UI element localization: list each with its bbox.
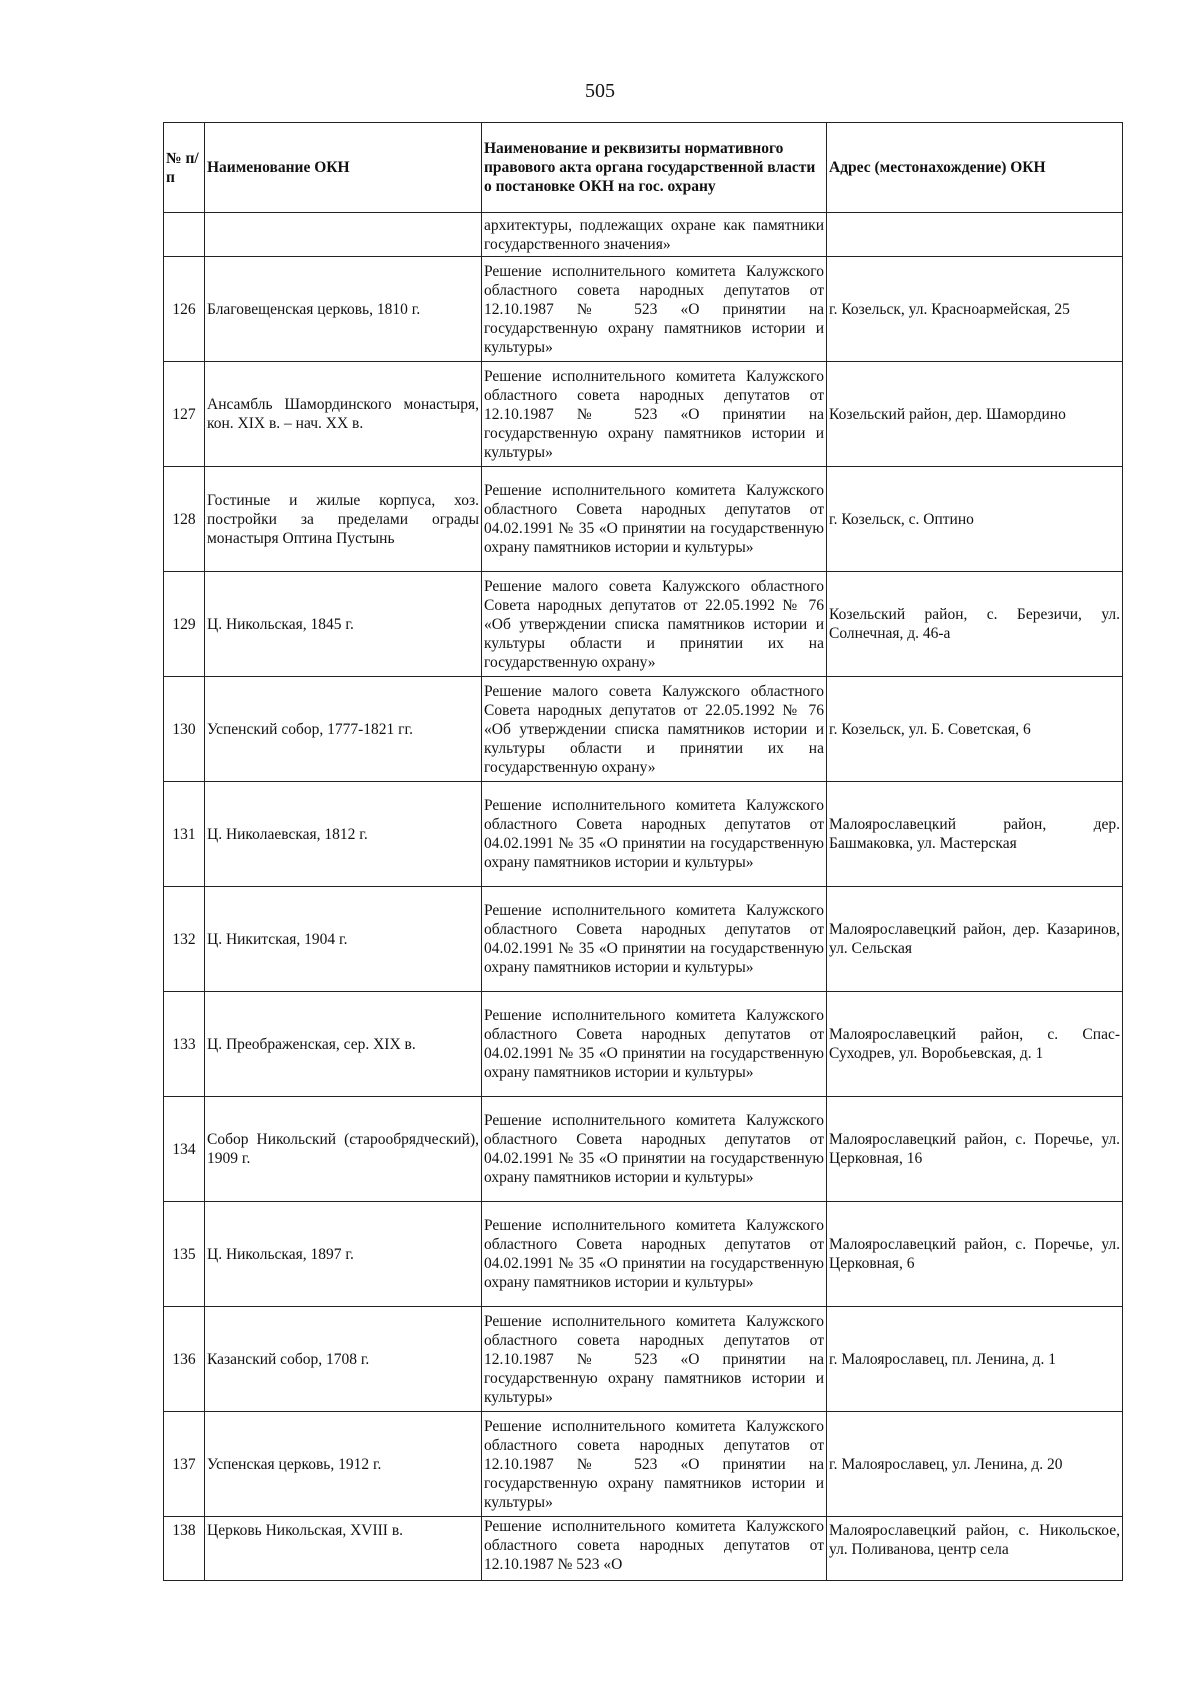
table-row bbox=[164, 1412, 1123, 1517]
cell-num: 127 bbox=[164, 362, 205, 467]
table-row bbox=[164, 467, 1123, 572]
cell-address: Малоярославецкий район, с. Никольское, ул. Поливанова, центр села bbox=[827, 1517, 1123, 1581]
header-act: Наименование и реквизиты нормативного правового акта органа государственной власти о постановке ОКН на гос. охрану bbox=[482, 123, 827, 213]
header-name: Наименование ОКН bbox=[205, 123, 482, 213]
cell-name: Ц. Николаевская, 1812 г. bbox=[205, 782, 482, 887]
cell-act: Решение малого совета Калужского областного Совета народных депутатов от 22.05.1992 № 76 «Об утверждении списка памятников истории и культуры области и принятии их на государственную охрану» bbox=[482, 677, 827, 782]
table-row bbox=[164, 572, 1123, 677]
table-row bbox=[164, 362, 1123, 467]
cell-act: архитектуры, подлежащих охране как памятники государственного значения» bbox=[482, 213, 827, 257]
cell-act: Решение исполнительного комитета Калужского областного Совета народных депутатов от 04.02.1991 № 35 «О принятии на государственную охрану памятников истории и культуры» bbox=[482, 992, 827, 1097]
table-header-row bbox=[164, 123, 1123, 213]
cell-address: Малоярославецкий район, с. Поречье, ул. Церковная, 6 bbox=[827, 1202, 1123, 1307]
heritage-registry-table bbox=[163, 122, 1123, 1581]
table-row bbox=[164, 1307, 1123, 1412]
cell-address: Малоярославецкий район, с. Поречье, ул. Церковная, 16 bbox=[827, 1097, 1123, 1202]
cell-name: Успенский собор, 1777-1821 гг. bbox=[205, 677, 482, 782]
cell-num: 135 bbox=[164, 1202, 205, 1307]
cell-address: Козельский район, дер. Шамордино bbox=[827, 362, 1123, 467]
cell-num: 136 bbox=[164, 1307, 205, 1412]
page-number: 505 bbox=[585, 80, 615, 102]
cell-num: 138 bbox=[164, 1517, 205, 1581]
cell-address: Малоярославецкий район, дер. Башмаковка, ул. Мастерская bbox=[827, 782, 1123, 887]
cell-name: Церковь Никольская, XVIII в. bbox=[205, 1517, 482, 1581]
cell-address: Малоярославецкий район, дер. Казаринов, ул. Сельская bbox=[827, 887, 1123, 992]
cell-address: г. Малоярославец, пл. Ленина, д. 1 bbox=[827, 1307, 1123, 1412]
cell-act: Решение исполнительного комитета Калужского областного Совета народных депутатов от 04.02.1991 № 35 «О принятии на государственную охрану памятников истории и культуры» bbox=[482, 1097, 827, 1202]
cell-act: Решение исполнительного комитета Калужского областного совета народных депутатов от 12.10.1987 № 523 «О принятии на государственную охрану памятников истории и культуры» bbox=[482, 1412, 827, 1517]
cell-address: г. Козельск, ул. Б. Советская, 6 bbox=[827, 677, 1123, 782]
cell-name: Успенская церковь, 1912 г. bbox=[205, 1412, 482, 1517]
cell-num: 137 bbox=[164, 1412, 205, 1517]
table-row bbox=[164, 887, 1123, 992]
cell-name: Ансамбль Шамординского монастыря, кон. XIX в. – нач. XX в. bbox=[205, 362, 482, 467]
table-row bbox=[164, 1097, 1123, 1202]
cell-num: 126 bbox=[164, 257, 205, 362]
cell-num bbox=[164, 213, 205, 257]
cell-address: г. Малоярославец, ул. Ленина, д. 20 bbox=[827, 1412, 1123, 1517]
cell-name: Собор Никольский (старообрядческий), 1909 г. bbox=[205, 1097, 482, 1202]
cell-act: Решение исполнительного комитета Калужского областного совета народных депутатов от 12.10.1987 № 523 «О bbox=[482, 1517, 827, 1581]
cell-num: 132 bbox=[164, 887, 205, 992]
cell-name: Ц. Никитская, 1904 г. bbox=[205, 887, 482, 992]
table-row bbox=[164, 677, 1123, 782]
cell-act: Решение малого совета Калужского областного Совета народных депутатов от 22.05.1992 № 76 «Об утверждении списка памятников истории и культуры области и принятии их на государственную охрану» bbox=[482, 572, 827, 677]
cell-name: Гостиные и жилые корпуса, хоз. постройки за пределами ограды монастыря Оптина Пустынь bbox=[205, 467, 482, 572]
cell-address: Козельский район, с. Березичи, ул. Солнечная, д. 46-а bbox=[827, 572, 1123, 677]
cell-address: Малоярославецкий район, с. Спас-Суходрев, ул. Воробьевская, д. 1 bbox=[827, 992, 1123, 1097]
continuation-row bbox=[164, 213, 1123, 257]
cell-num: 128 bbox=[164, 467, 205, 572]
cell-name: Ц. Преображенская, сер. XIX в. bbox=[205, 992, 482, 1097]
cell-address: г. Козельск, с. Оптино bbox=[827, 467, 1123, 572]
cell-act: Решение исполнительного комитета Калужского областного Совета народных депутатов от 04.02.1991 № 35 «О принятии на государственную охрану памятников истории и культуры» bbox=[482, 887, 827, 992]
cell-num: 131 bbox=[164, 782, 205, 887]
header-address: Адрес (местонахождение) ОКН bbox=[827, 123, 1123, 213]
cell-num: 130 bbox=[164, 677, 205, 782]
cell-act: Решение исполнительного комитета Калужского областного Совета народных депутатов от 04.02.1991 № 35 «О принятии на государственную охрану памятников истории и культуры» bbox=[482, 782, 827, 887]
cell-act: Решение исполнительного комитета Калужского областного совета народных депутатов от 12.10.1987 № 523 «О принятии на государственную охрану памятников истории и культуры» bbox=[482, 362, 827, 467]
header-num: № п/п bbox=[164, 123, 205, 213]
cell-num: 129 bbox=[164, 572, 205, 677]
cell-name: Ц. Никольская, 1897 г. bbox=[205, 1202, 482, 1307]
cell-num: 134 bbox=[164, 1097, 205, 1202]
cell-act: Решение исполнительного комитета Калужского областного совета народных депутатов от 12.10.1987 № 523 «О принятии на государственную охрану памятников истории и культуры» bbox=[482, 257, 827, 362]
cell-act: Решение исполнительного комитета Калужского областного Совета народных депутатов от 04.02.1991 № 35 «О принятии на государственную охрану памятников истории и культуры» bbox=[482, 1202, 827, 1307]
table-body bbox=[164, 213, 1123, 1581]
cell-name: Благовещенская церковь, 1810 г. bbox=[205, 257, 482, 362]
table-row bbox=[164, 782, 1123, 887]
table-row bbox=[164, 257, 1123, 362]
cell-address bbox=[827, 213, 1123, 257]
cell-name: Ц. Никольская, 1845 г. bbox=[205, 572, 482, 677]
table-row bbox=[164, 1517, 1123, 1581]
cell-address: г. Козельск, ул. Красноармейская, 25 bbox=[827, 257, 1123, 362]
cell-act: Решение исполнительного комитета Калужского областного Совета народных депутатов от 04.02.1991 № 35 «О принятии на государственную охрану памятников истории и культуры» bbox=[482, 467, 827, 572]
cell-num: 133 bbox=[164, 992, 205, 1097]
table-row bbox=[164, 992, 1123, 1097]
cell-act: Решение исполнительного комитета Калужского областного совета народных депутатов от 12.10.1987 № 523 «О принятии на государственную охрану памятников истории и культуры» bbox=[482, 1307, 827, 1412]
table-row bbox=[164, 1202, 1123, 1307]
cell-name: Казанский собор, 1708 г. bbox=[205, 1307, 482, 1412]
cell-name bbox=[205, 213, 482, 257]
